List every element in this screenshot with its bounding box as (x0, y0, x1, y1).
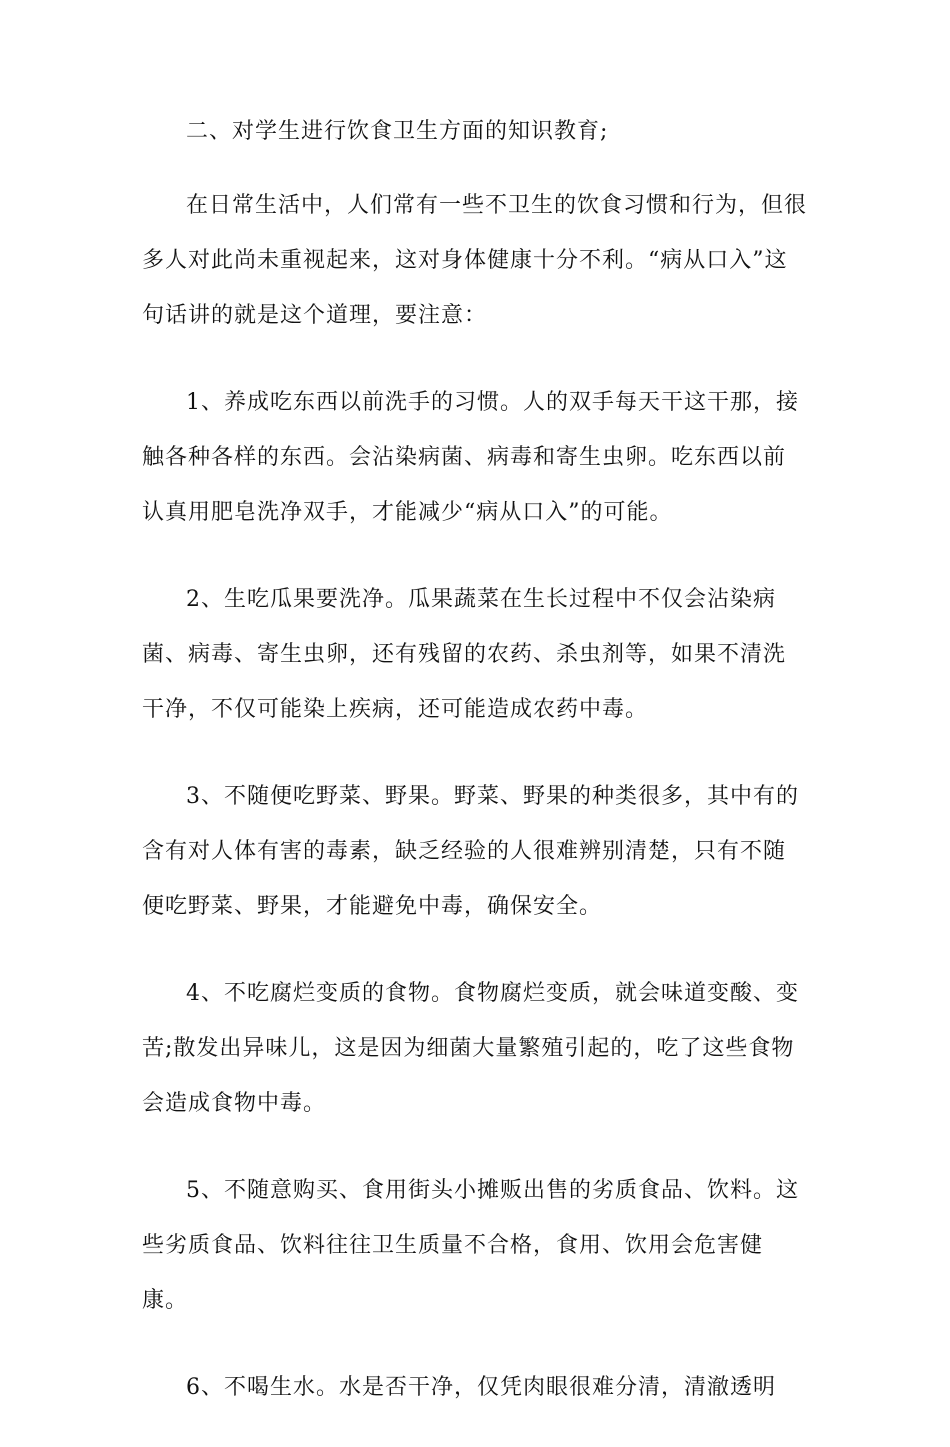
intro-paragraph: 在日常生活中，人们常有一些不卫生的饮食习惯和行为，但很多人对此尚未重视起来，这对身体健康十分不利。“病从口入”这句话讲的就是这个道理，要注意： (142, 193, 808, 328)
section-heading: 二、对学生进行饮食卫生方面的知识教育; (186, 119, 609, 144)
tip-5-paragraph: 5、不随意购买、食用街头小摊贩出售的劣质食品、饮料。这些劣质食品、饮料往往卫生质量不合格，食用、饮用会危害健康。 (142, 1178, 799, 1313)
tip-6-paragraph: 6、不喝生水。水是否干净，仅凭肉眼很难分清，清澈透明 (186, 1375, 776, 1400)
tip-1-paragraph: 1、养成吃东西以前洗手的习惯。人的双手每天干这干那，接触各种各样的东西。会沾染病菌、病毒和寄生虫卵。吃东西以前认真用肥皂洗净双手，才能减少“病从口入”的可能。 (142, 390, 799, 525)
tip-3-paragraph: 3、不随便吃野菜、野果。野菜、野果的种类很多，其中有的含有对人体有害的毒素，缺乏经验的人很难辨别清楚，只有不随便吃野菜、野果，才能避免中毒，确保安全。 (142, 784, 799, 919)
tip-2-paragraph: 2、生吃瓜果要洗净。瓜果蔬菜在生长过程中不仅会沾染病菌、病毒、寄生虫卵，还有残留的农药、杀虫剂等，如果不清洗干净，不仅可能染上疾病，还可能造成农药中毒。 (142, 587, 787, 722)
tip-4-paragraph: 4、不吃腐烂变质的食物。食物腐烂变质，就会味道变酸、变苦;散发出异味儿，这是因为细菌大量繁殖引起的，吃了这些食物会造成食物中毒。 (142, 981, 799, 1116)
document-body (142, 104, 807, 1447)
